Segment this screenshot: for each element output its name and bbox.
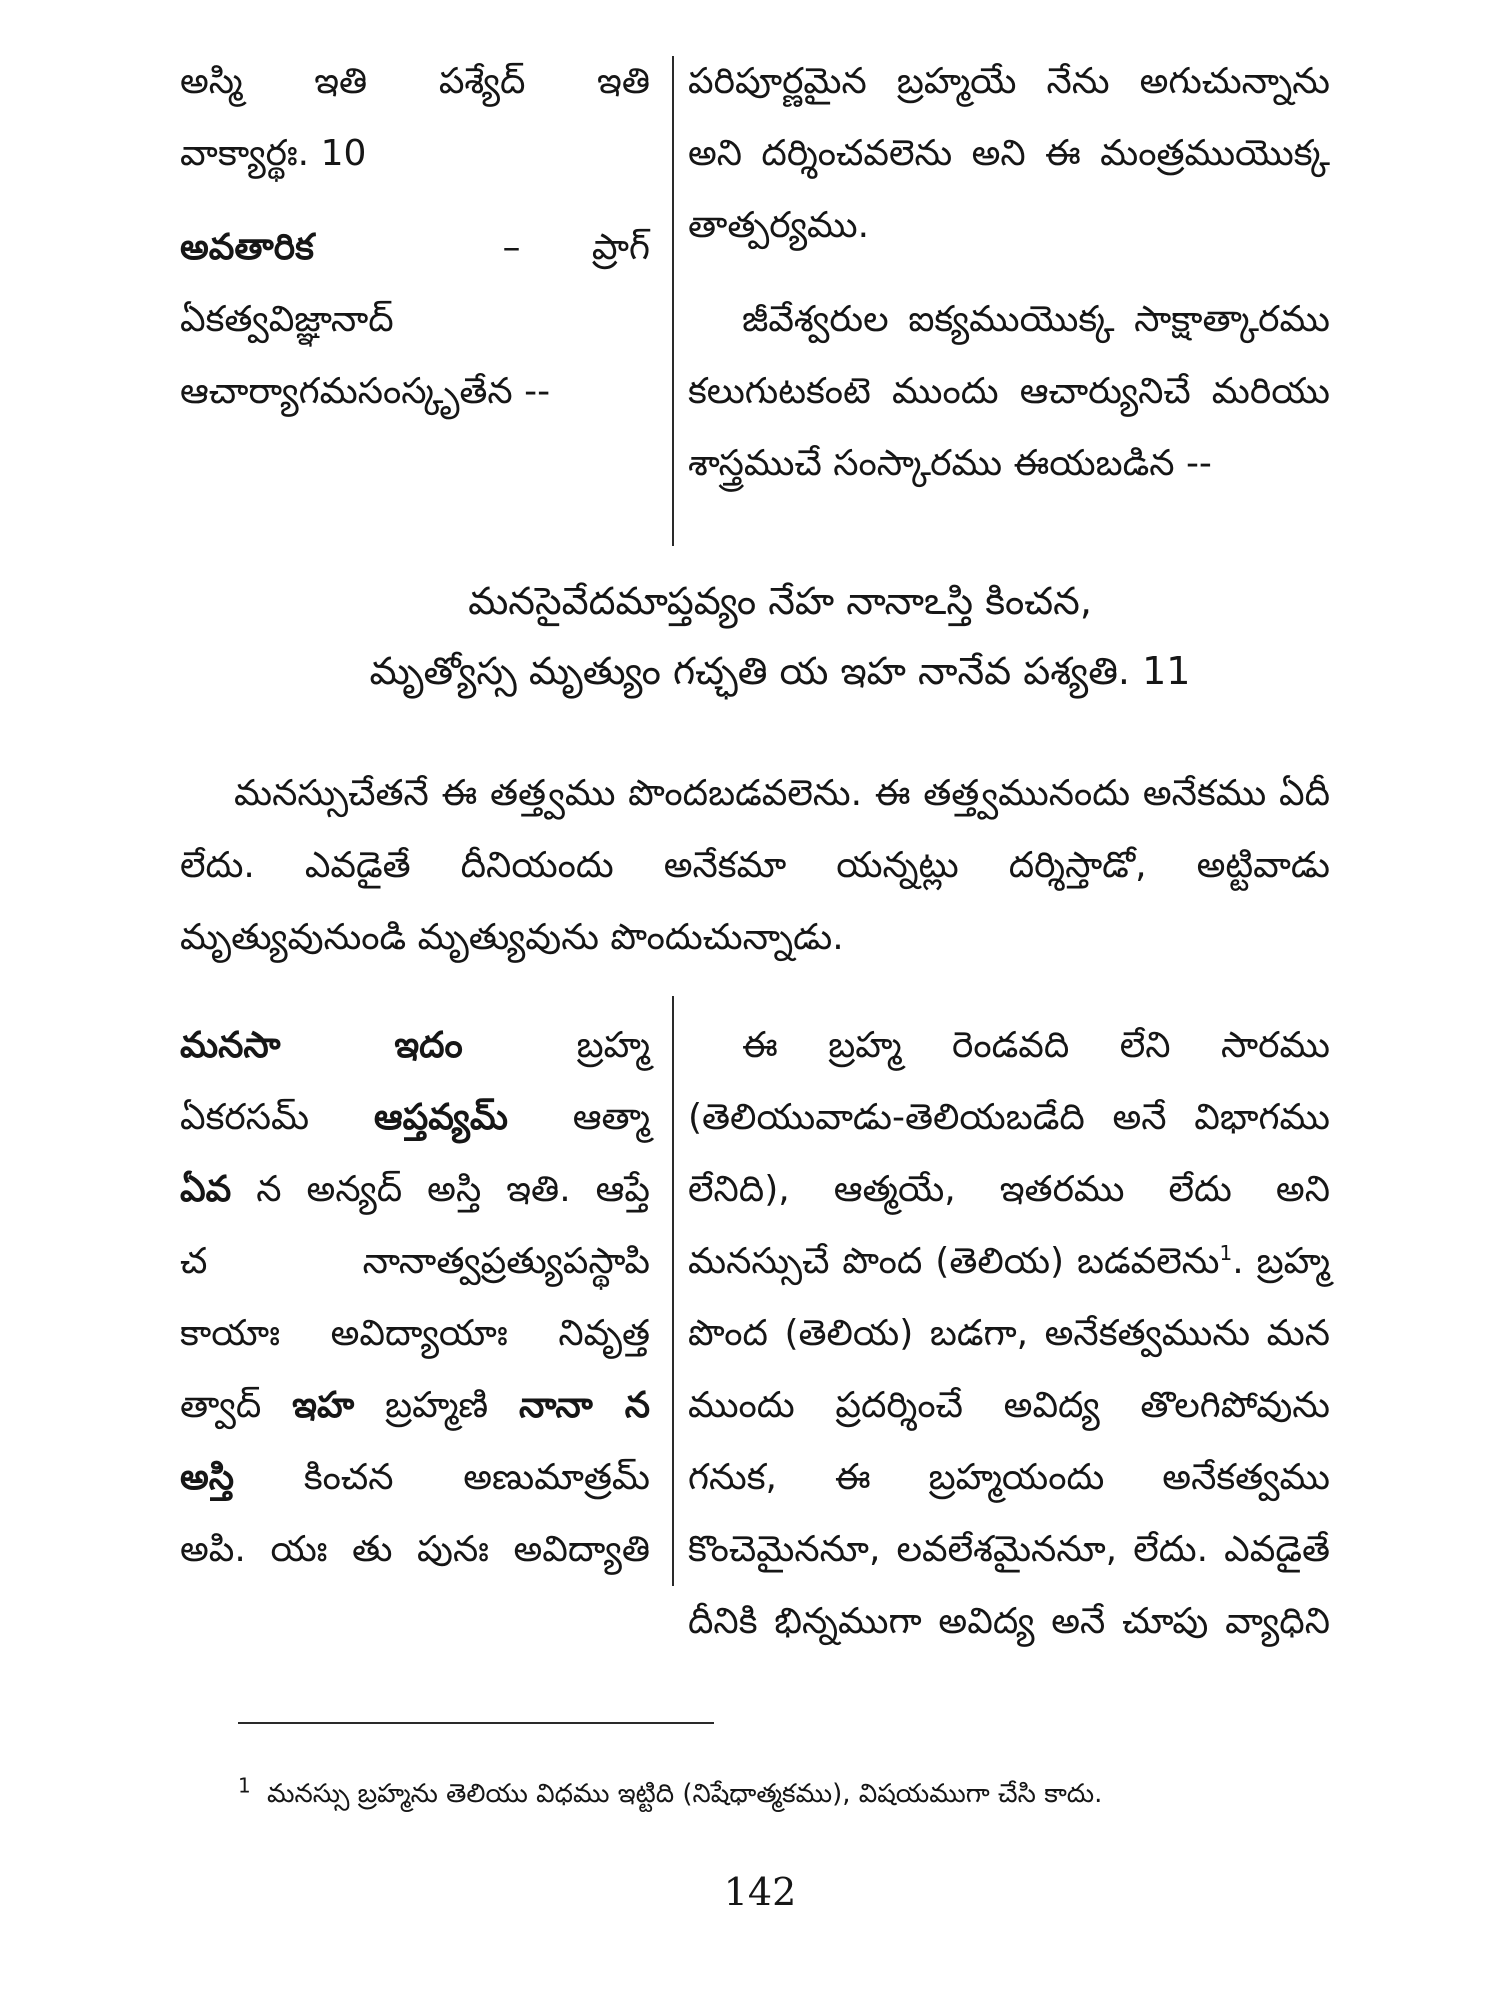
verse-line-2: మృత్యోస్స మృత్యుం గచ్ఛతి య ఇహ నానేవ పశ్యతి. 11 [369,649,1191,693]
footnote-text: మనస్సు బ్రహ్మను తెలియు విధము ఇట్టిది (నిషేధాత్మకము), విషయముగా చేసి కాదు. [267,1779,1103,1809]
eva-bold: ఏవ [180,1169,232,1210]
bottom-left-line2-text: ఏకరసమ్ [180,1097,374,1138]
verse-line-1: మనసైవేదమాప్తవ్యం నేహ నానాఽస్తి కించన, [468,579,1092,623]
top-left-para1-line2 [180,118,650,190]
verse-ref-10: వాక్యార్థః. 10 [180,133,367,174]
top-right-para2: జీవేశ్వరుల ఐక్యముయొక్క సాక్షాత్కారము కలుగుటకంటె ముందు ఆచార్యునిచే మరియు శాస్త్రముచే సంస్కారము ఈయబడిన -- [688,299,1330,484]
bottom-left-line1-text: బ్రహ్మ [576,1025,650,1066]
asti-bold: అస్తి [180,1457,235,1498]
top-right-column [688,46,1330,500]
manasa-bold: మనసా [180,1025,281,1066]
footnote-rule [238,1722,714,1724]
top-left-para2-line2: ఏకత్వవిజ్ఞానాద్ [180,299,394,340]
bottom-left-line3-text: న అన్యద్ అస్తి ఇతి. ఆప్తే [256,1169,650,1210]
bottom-left-line2-text2: ఆత్మా [572,1097,650,1138]
avatarika-text: – ప్రాగ్ [502,227,650,268]
verse-translation: మనస్సుచేతనే ఈ తత్త్వము పొందబడవలెను. ఈ తత్త్వమునందు అనేకము ఏదీ లేదు. ఎవడైతే దీనియందు అనేకమా యన్నట్లు దర్శిస్తాడో, అట్టివాడు మృత్యువునుండి మృత్యువును పొందుచున్నాడు. [180,773,1330,958]
mantra-verse [200,566,1360,706]
bottom-left-line8: అపి. యః తు పునః అవిద్యాతి [180,1529,650,1570]
bottom-left-line6-text: త్వాద్ [180,1385,293,1426]
top-left-para1-line1: అస్మి ఇతి పశ్యేద్ ఇతి [180,61,650,102]
bottom-right-text-before: ఈ బ్రహ్మ రెండవది లేని సారము (తెలియువాడు-తెలియబడేది అనే విభాగము లేనిది), ఆత్మయే, ఇతరము లేదు అని మనస్సుచే పొంద (తెలియ) బడవలెను [688,1025,1330,1282]
bottom-left-line6 [180,1370,650,1442]
footnote [238,1774,1338,1814]
avatarika-heading: అవతారిక [180,227,314,268]
bottom-left-column [180,1010,650,1586]
bottom-left-line7-text: కించన అణుమాత్రమ్ [303,1457,650,1498]
bottom-left-line1 [180,1010,650,1082]
top-left-para2-line1 [180,212,650,284]
bottom-left-line2 [180,1082,650,1154]
bottom-right-para [688,1010,1330,1658]
bottom-left-line5: కాయాః అవిద్యాయాః నివృత్త [180,1313,650,1354]
page-number: 142 [723,1870,797,1914]
bottom-left-line4: చ నానాత్వప్రత్యుపస్థాపి [180,1241,650,1282]
footnote-mark: 1 [238,1773,251,1798]
aaptavyam-bold: ఆప్తవ్యమ్ [373,1097,508,1138]
top-column-divider [672,56,674,546]
idam-bold: ఇదం [394,1025,463,1066]
bottom-right-text-after: . బ్రహ్మ పొంద (తెలియ) బడగా, అనేకత్వమును మన ముందు ప్రదర్శించే అవిద్య తొలగిపోవును గనుక, ఈ బ్రహ్మయందు అనేకత్వము కొంచెమైననూ, లవలేశమైననూ, లేదు. ఎవడైతే దీనికి భిన్నముగా అవిద్య అనే చూపు వ్యాధిని [688,1241,1330,1642]
iha-bold: ఇహ [292,1385,355,1426]
top-left-para2-line3: ఆచార్యాగమసంస్కృతేన -- [180,371,551,412]
nana-na-bold: నానా న [519,1385,650,1426]
top-left-column [180,46,650,428]
bottom-right-column [688,1010,1330,1658]
bottom-column-divider [672,996,674,1586]
top-right-para1: పరిపూర్ణమైన బ్రహ్మయే నేను అగుచున్నాను అని దర్శించవలెను అని ఈ మంత్రముయొక్క తాత్పర్యము. [688,61,1330,246]
bottom-left-line6-text2: బ్రహ్మణి [385,1385,520,1426]
bottom-left-line3 [180,1154,650,1226]
bottom-left-line7 [180,1442,650,1514]
footnote-reference-mark: 1 [1219,1241,1233,1265]
